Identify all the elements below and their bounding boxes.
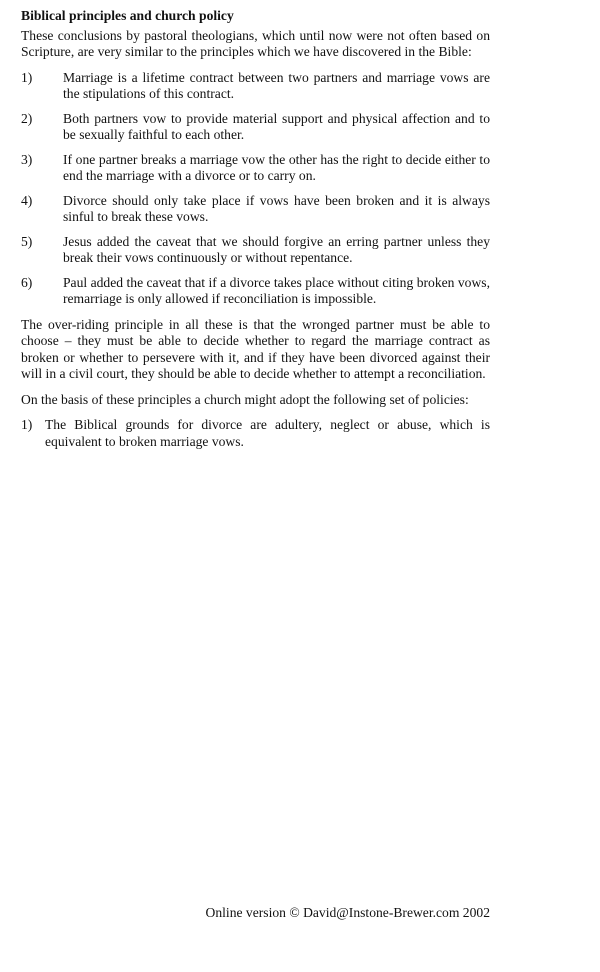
list-item xyxy=(21,234,490,267)
footer-text: Online version © David@Instone-Brewer.com 2002 xyxy=(205,905,490,920)
list-item-text: Marriage is a lifetime contract between two partners and marriage vows are the stipulations of this contract. xyxy=(63,69,490,101)
policies-list xyxy=(21,417,490,450)
list-item-number: 3) xyxy=(21,151,33,167)
list-item xyxy=(21,152,490,185)
list-item-number: 1) xyxy=(21,69,33,85)
list-item xyxy=(21,70,490,103)
list-item-text: If one partner breaks a marriage vow the other has the right to decide either to end the marriage with a divorce or to carry on. xyxy=(63,151,490,183)
policy-intro-paragraph: On the basis of these principles a church might adopt the following set of policies: xyxy=(21,391,469,407)
section-heading: Biblical principles and church policy xyxy=(21,8,234,23)
list-item-number: 1) xyxy=(21,417,33,432)
list-item-text: The Biblical grounds for divorce are adultery, neglect or abuse, which is equivalent to broken marriage vows. xyxy=(45,417,490,449)
principles-list xyxy=(21,70,490,308)
list-item-number: 2) xyxy=(21,110,33,126)
list-item xyxy=(21,417,490,450)
list-item-number: 6) xyxy=(21,274,33,290)
document-page xyxy=(21,8,490,459)
intro-paragraph: These conclusions by pastoral theologians, which until now were not often based on Scripture, are very similar to the principles which we have discovered in the Bible: xyxy=(21,27,490,59)
list-item-text: Jesus added the caveat that we should forgive an erring partner unless they break their vows continuously or without repentance. xyxy=(63,233,490,265)
list-item xyxy=(21,111,490,144)
list-item xyxy=(21,193,490,226)
list-item-text: Both partners vow to provide material support and physical affection and to be sexually faithful to each other. xyxy=(63,110,490,142)
list-item-text: Divorce should only take place if vows have been broken and it is always sinful to break these vows. xyxy=(63,192,490,224)
list-item-number: 5) xyxy=(21,233,33,249)
list-item xyxy=(21,275,490,308)
list-item-text: Paul added the caveat that if a divorce takes place without citing broken vows, remarriage is only allowed if reconciliation is impossible. xyxy=(63,274,490,306)
list-item-number: 4) xyxy=(21,192,33,208)
page-footer xyxy=(0,905,490,921)
overriding-principle-paragraph: The over-riding principle in all these is that the wronged partner must be able to choose – they must be able to decide whether to regard the marriage contract as broken or whether to persevere with it, and if they have been divorced against their will in a civil court, they should be able to decide whether to attempt a reconciliation. xyxy=(21,316,490,381)
